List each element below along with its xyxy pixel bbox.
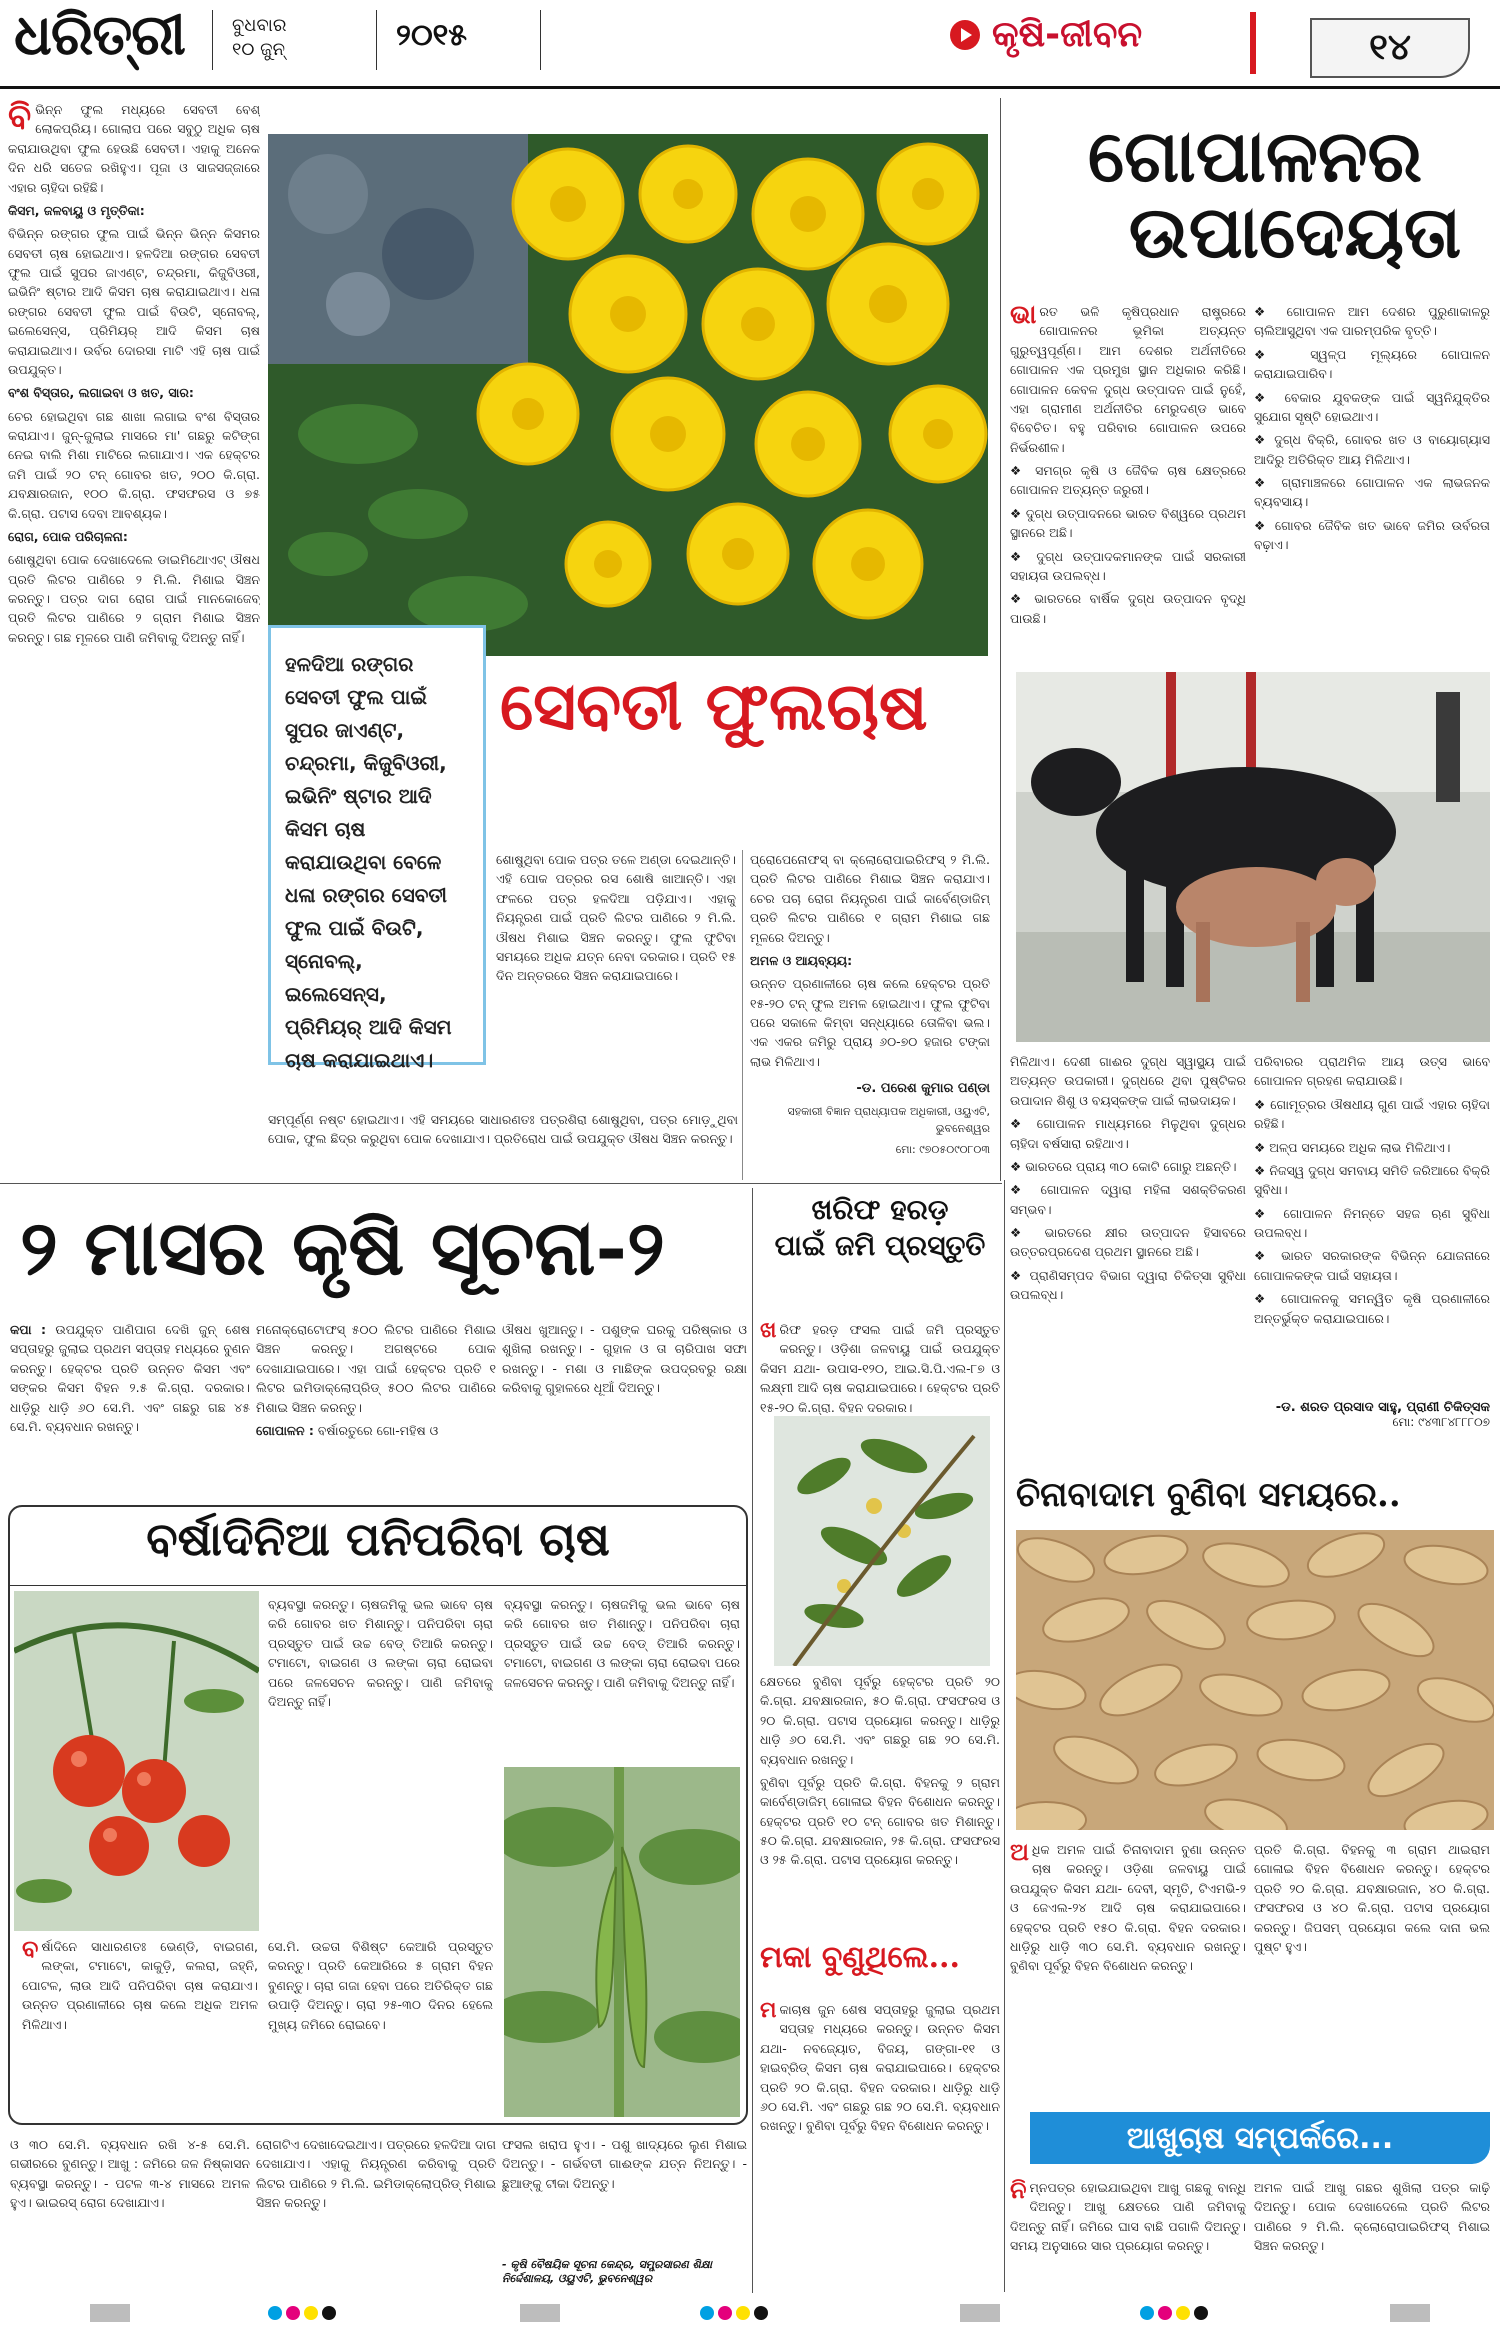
chrysanthemum-headline: ସେବତୀ ଫୁଲଚାଷ <box>500 667 928 745</box>
author-phone: ମୋ: ୯୭୦୫୦୯୦୮୦୩ <box>895 1143 990 1157</box>
subheading: କିସମ, ଜଳବାୟୁ ଓ ମୃତ୍ତିକା: <box>8 202 145 218</box>
column-divider <box>1004 1180 1005 2292</box>
bullet-item: ❖ ଗ୍ରାମାଞ୍ଚଳରେ ଗୋପାଳନ ଏକ ଲାଭଜନକ ବ୍ୟବସାୟ। <box>1254 475 1490 510</box>
groundnut-column-2 <box>1254 1840 1490 2095</box>
article-text: ପ୍ରୋପେନୋଫସ୍ ବା କ୍ଲୋରୋପାଇରିଫସ୍ ୨ ମି.ଲି. ପ୍ରତି ଲିଟର ପାଣିରେ ମିଶାଇ ସିଞ୍ଚନ କରାଯାଏ। ଚେର ପଚା ରୋଗ ନିୟନ୍ତ୍ରଣ ପାଇଁ କାର୍ବେଣ୍ଡାଜିମ୍ ପ୍ରତି ଲିଟର ପାଣିରେ ୧ ଗ୍ରାମ ମିଶାଇ ଗଛ ମୂଳରେ ଦିଅନ୍ତୁ। <box>750 852 990 945</box>
bullet-item: ❖ ଗୋପାଳନ ଦ୍ୱାରା ମହିଳା ସଶକ୍ତିକରଣ ସମ୍ଭବ। <box>1010 1182 1246 1217</box>
kharif-headline-line1: ଖରିଫ ହରଡ଼ <box>811 1193 949 1226</box>
kharif-headline-line2: ପାଇଁ ଜମି ପ୍ରସ୍ତୁତି <box>774 1229 986 1263</box>
bullet-item: ❖ ନିଜସ୍ୱ ଦୁଗ୍ଧ ସମବାୟ ସମିତି ଜରିଆରେ ବିକ୍ରି ସୁବିଧା। <box>1254 1162 1490 1198</box>
maize-column <box>760 2000 1000 2290</box>
bullet-item: ❖ ଭାରତରେ ପ୍ରାୟ ୩୦ କୋଟି ଗୋରୁ ଅଛନ୍ତି। <box>1010 1158 1237 1174</box>
section-divider <box>0 1183 1002 1184</box>
drop-cap: ମ <box>760 2000 777 2023</box>
article-text: ଔଷଧ ଖୁଆନ୍ତୁ। - ପଶୁଙ୍କ ଘରକୁ ପରିଷ୍କାର ଓ ଶୁଖିଲା ରଖନ୍ତୁ। - ଗୁହାଳ ଓ ତା ଚାରିପାଖ ସଫା ରଖନ୍ତୁ। - ମଶା ଓ ମାଛିଙ୍କ ଉପଦ୍ରବରୁ ରକ୍ଷା କରିବାକୁ ଗୁହାଳରେ ଧୂଆଁ ଦିଅନ୍ତୁ। <box>502 1322 747 1396</box>
article-text: ର୍ଷାଦିନେ ସାଧାରଣତଃ ଭେଣ୍ଡି, ବାଇଗଣ, ଲଙ୍କା, ଟମାଟୋ, କାକୁଡ଼ି, କଲରା, ଜହ୍ନି, ପୋଟଳ, ଲାଉ ଆଦି ପନିପରିବା ଚାଷ କରାଯାଏ। ଉନ୍ନତ ପ୍ରଣାଳୀରେ ଚାଷ କଲେ ଅଧିକ ଅମଳ ମିଳିଥାଏ। <box>22 1939 258 2032</box>
cattle-headline-line2: ଉପାଦେୟତା <box>1128 188 1462 274</box>
okra-photo <box>504 1767 740 2117</box>
magenta-dot <box>718 2306 732 2320</box>
article-text: ବ୍ୟବସ୍ଥା କରନ୍ତୁ। ଚାଷଜମିକୁ ଭଲ ଭାବେ ଚାଷ କରି ଗୋବର ଖତ ମିଶାନ୍ତୁ। ପନିପରିବା ଚାରା ପ୍ରସ୍ତୁତ ପାଇଁ ଉଚ୍ଚ ବେଡ୍ ତିଆରି କରନ୍ତୁ। ଟମାଟୋ, ବାଇଗଣ ଓ ଲଙ୍କା ଚାରା ରୋଇବା ପରେ ଜଳସେଚନ କରନ୍ତୁ। ପାଣି ଜମିବାକୁ ଦିଅନ୍ତୁ ନାହିଁ। <box>504 1597 740 1690</box>
headline-underline <box>10 1585 746 1586</box>
bullet-item: ❖ ଦୁଗ୍ଧ ଉତ୍ପାଦନରେ ଭାରତ ବିଶ୍ୱରେ ପ୍ରଥମ ସ୍ଥାନରେ ଅଛି। <box>1010 505 1246 541</box>
bottom-column-1: ଓ ୩୦ ସେ.ମି. ବ୍ୟବଧାନ ରଖି ୪-୫ ସେ.ମି. ଗଭୀରରେ ବୁଣନ୍ତୁ। ଆଖୁ : ଜମିରେ ଜଳ ନିଷ୍କାସନ ବ୍ୟବସ୍ଥା କରନ୍ତୁ। - ପଟଳ ୩-୪ ମାସରେ ଅମଳ ହୁଏ। ଭାଇରସ୍ ରୋଗ ଦେଖାଯାଏ। <box>10 2137 250 2211</box>
vegetables-column-4 <box>268 1937 493 2117</box>
cherry-tomato-image <box>14 1591 259 1931</box>
agri-info-column-1 <box>10 1320 250 1495</box>
cattle-column-1 <box>1010 302 1246 662</box>
maize-headline: ମକା ବୁଣୁଥିଲେ... <box>760 1940 960 1975</box>
kharif-column-1 <box>760 1320 1000 1415</box>
author-phone: ମୋ: ୯୪୩୮୪୮୮୮୦୭ <box>1392 1415 1490 1429</box>
issue-day-date: ୧୦ ଜୁନ୍ <box>232 39 285 61</box>
registration-mark <box>90 2304 130 2322</box>
article-text: ଶୋଷୁଥିବା ପୋକ ପତ୍ର ତଳେ ଅଣ୍ଡା ଦେଇଥାନ୍ତି। ଏହି ପୋକ ପତ୍ରର ରସ ଶୋଷି ଖାଆନ୍ତି। ଏହା ଫଳରେ ପତ୍ର ହଳଦିଆ ପଡ଼ିଯାଏ। ଏହାକୁ ନିୟନ୍ତ୍ରଣ ପାଇଁ ପ୍ରତି ଲିଟର ପାଣିରେ ୨ ମି.ଲି. ଔଷଧ ମିଶାଇ ସିଞ୍ଚନ କରନ୍ତୁ। ଫୁଲ ଫୁଟିବା ସମୟରେ ଅଧିକ ଯତ୍ନ ନେବା ଦରକାର। ପ୍ରତି ୧୫ ଦିନ ଅନ୍ତରରେ ସିଞ୍ଚନ କରାଯାଇପାରେ। <box>496 852 736 984</box>
section-name: କୃଷି-ଜୀବନ <box>992 14 1143 55</box>
article-text: ଅମଳ ପାଇଁ ଆଖୁ ଗଛର ଶୁଖିଲା ପତ୍ର କାଢ଼ି ଦିଅନ୍ତୁ। ପୋକ ଦେଖାଦେଲେ ପ୍ରତି ଲିଟର ପାଣିରେ ୨ ମି.ଲି. କ୍ଲୋରୋପାଇରିଫସ୍ ମିଶାଇ ସିଞ୍ଚନ କରନ୍ତୁ। <box>1254 2180 1490 2254</box>
accent-bar <box>1250 12 1256 74</box>
article-text: ସେ.ମି. ଉଚ୍ଚତା ବିଶିଷ୍ଟ କେଆରି ପ୍ରସ୍ତୁତ କରନ୍ତୁ। ପ୍ରତି କେଆରିରେ ୫ ଗ୍ରାମ ବିହନ ବୁଣନ୍ତୁ। ଚାରା ଗଜା ହେବା ପରେ ଅତିରିକ୍ତ ଗଛ ଉପାଡ଼ି ଦିଅନ୍ତୁ। ଚାରା ୨୫-୩୦ ଦିନର ହେଲେ ମୁଖ୍ୟ ଜମିରେ ରୋଇବେ। <box>268 1939 493 2032</box>
print-registration-strip <box>0 2300 1500 2327</box>
kharif-column-2 <box>760 1672 1000 1932</box>
subheading: ଅମଳ ଓ ଆୟବ୍ୟୟ: <box>750 952 853 968</box>
bullet-item: ❖ ଗୋପାଳନ ଆମ ଦେଶର ପୁରୁଣାକାଳରୁ ଚାଲିଆସୁଥିବା ଏକ ପାରମ୍ପରିକ ବୃତ୍ତି। <box>1254 304 1490 339</box>
cyan-dot <box>1140 2306 1154 2320</box>
vegetables-column-2 <box>504 1595 740 1760</box>
agri-info-headline: ୨ ମାସର କୃଷି ସୂଚନା-୨ <box>20 1203 665 1292</box>
article-text: ବର୍ଷାରତୁରେ ଗୋ-ମହିଷ ଓ <box>317 1422 439 1438</box>
okra-image <box>504 1767 740 2117</box>
bullet-item: ❖ ଗୋପାଳନ ନିମନ୍ତେ ସହଜ ଋଣ ସୁବିଧା ଉପଲବ୍ଧ। <box>1254 1205 1490 1240</box>
author-name: -ଡ. ପରେଶ କୁମାର ପଣ୍ଡା <box>856 1081 990 1097</box>
column-divider <box>752 1188 753 2293</box>
bullet-item: ❖ ଭାରତରେ କ୍ଷୀର ଉତ୍ପାଦନ ହିସାବରେ ଉତ୍ତରପ୍ରଦେଶ ପ୍ରଥମ ସ୍ଥାନରେ ଅଛି। <box>1010 1225 1246 1260</box>
vegetables-column-3 <box>22 1937 258 2117</box>
bullet-item: ❖ ଗୋପାଳନକୁ ସମନ୍ୱିତ କୃଷି ପ୍ରଣାଳୀରେ ଅନ୍ତର୍ଭୁକ୍ତ କରାଯାଇପାରେ। <box>1254 1291 1490 1326</box>
kharif-headline <box>760 1192 1000 1265</box>
magenta-dot <box>286 2306 300 2320</box>
drop-cap: ନି <box>1010 2178 1027 2204</box>
pull-quote-box <box>268 625 486 1072</box>
issue-day: ବୁଧବାର <box>232 15 287 36</box>
black-dot <box>754 2306 768 2320</box>
page-number: ୧୪ <box>1310 18 1470 78</box>
drop-cap: ବି <box>8 100 32 137</box>
magenta-dot <box>1158 2306 1172 2320</box>
bullet-item: ❖ ଦୁଗ୍ଧ ବିକ୍ରି, ଗୋବର ଖତ ଓ ବାୟୋଗ୍ୟାସ ଆଦିରୁ ଅତିରିକ୍ତ ଆୟ ମିଳିଥାଏ। <box>1254 432 1490 467</box>
article-text: ବିଭିନ୍ନ ରଙ୍ଗର ଫୁଲ ପାଇଁ ଭିନ୍ନ ଭିନ୍ନ କିସମର ସେବତୀ ଚାଷ ହୋଇଥାଏ। ହଳଦିଆ ରଙ୍ଗର ସେବତୀ ଫୁଲ ପାଇଁ ସୁପର ଜାଏଣ୍ଟ, ଚନ୍ଦ୍ରମା, କିଜୁବିଓରୀ, ଇଭିନିଂ ଷ୍ଟାର ଆଦି କିସମ ଚାଷ କରାଯାଇଥାଏ। ଧଳା ରଙ୍ଗର ସେବତୀ ଫୁଲ ପାଇଁ ବିଉଟି, ସ୍ନୋବଲ୍, ଇଲେସେନ୍ସ, ପ୍ରିମିୟର୍ ଆଦି କିସମ ଚାଷ କରାଯାଇଥାଏ। ଉର୍ବର ଦୋରସା ମାଟି ଏହି ଚାଷ ପାଇଁ ଉପଯୁକ୍ତ। <box>8 226 260 377</box>
bottom-column-2: ରୋଗଟିଏ ଦେଖାଦେଇଥାଏ। ପତ୍ରରେ ହଳଦିଆ ଦାଗ ଦେଖାଯାଏ। ଏହାକୁ ନିୟନ୍ତ୍ରଣ କରିବାକୁ ପ୍ରତି ଲିଟର ପାଣିରେ ୨ ମି.ଲି. ଇମିଡାକ୍ଲୋପ୍ରିଡ୍ ମିଶାଇ ସିଞ୍ଚନ କରନ୍ତୁ। <box>256 2137 496 2211</box>
article-text: ଚେର ହୋଇଥିବା ଗଛ ଶାଖା ଲଗାଇ ବଂଶ ବିସ୍ତାର କରାଯାଏ। ଜୁନ୍-ଜୁଲାଇ ମାସରେ ମା' ଗଛରୁ କଟିଙ୍ଗ ନେଇ ବାଲି ମିଶା ମାଟିରେ ଲଗାଯାଏ। ଏକ ହେକ୍ଟର ଜମି ପାଇଁ ୨୦ ଟନ୍ ଗୋବର ଖତ, ୨୦୦ କି.ଗ୍ରା. ଯବକ୍ଷାରଜାନ, ୧୦୦ କି.ଗ୍ରା. ଫସଫରସ ଓ ୭୫ କି.ଗ୍ରା. ପଟାସ ଦେବା ଆବଶ୍ୟକ। <box>8 408 260 521</box>
column-divider <box>1000 98 1001 1181</box>
cattle-headline <box>1020 113 1490 274</box>
agri-info-column-3 <box>502 1320 747 1495</box>
cattle-byline <box>1200 1400 1490 1430</box>
peanuts-image <box>1016 1530 1494 1830</box>
article-text: ଭିନ୍ନ ଫୁଲ ମଧ୍ୟରେ ସେବତୀ ବେଶ୍ ଲୋକପ୍ରିୟ। ଗୋଲାପ ପରେ ସବୁଠୁ ଅଧିକ ଚାଷ କରାଯାଉଥିବା ଫୁଲ ହେଉଛି ସେବତୀ। ଏହାକୁ ଅନେକ ଦିନ ଧରି ସତେଜ ରଖିହୁଏ। ପୂଜା ଓ ସାଜସଜ୍ଜାରେ ଏହାର ଚାହିଦା ରହିଛି। <box>8 102 260 195</box>
crop-label: ଗୋପାଳନ : <box>256 1422 314 1438</box>
masthead <box>0 0 1500 88</box>
bullet-item: ❖ ଗୋମୂତ୍ରର ଔଷଧୀୟ ଗୁଣ ପାଇଁ ଏହାର ଚାହିଦା ରହିଛି। <box>1254 1096 1490 1132</box>
yellow-dot <box>304 2306 318 2320</box>
registration-mark <box>1390 2304 1430 2322</box>
subheading: ରୋଗ, ପୋକ ପରିଚାଳନା: <box>8 528 128 544</box>
article-text: ମିଳିଥାଏ। ଦେଶୀ ଗାଈର ଦୁଗ୍ଧ ସ୍ୱାସ୍ଥ୍ୟ ପାଇଁ ଅତ୍ୟନ୍ତ ଉପକାରୀ। ଦୁଗ୍ଧରେ ଥିବା ପୁଷ୍ଟିକର ଉପାଦାନ ଶିଶୁ ଓ ବୟସ୍କଙ୍କ ପାଇଁ ଲାଭଦାୟକ। <box>1010 1054 1246 1108</box>
cattle-column-4 <box>1254 1052 1490 1382</box>
chrysanthemum-column-3 <box>750 850 990 1180</box>
article-text: ରିଫ ହରଡ଼ ଫସଲ ପାଇଁ ଜମି ପ୍ରସ୍ତୁତ କରନ୍ତୁ। ଓଡ଼ିଶା ଜଳବାୟୁ ପାଇଁ ଉପଯୁକ୍ତ କିସମ ଯଥା- ଉପାସ-୧୨୦, ଆଇ.ସି.ପି.ଏଲ-୮୭ ଓ ଲକ୍ଷ୍ମୀ ଆଦି ଚାଷ କରାଯାଇପାରେ। ହେକ୍ଟର ପ୍ରତି ୧୫-୨୦ କି.ଗ୍ରା. ବିହନ ଦରକାର। <box>760 1322 1000 1415</box>
issue-date <box>232 14 287 63</box>
bottom-column-3: ଫସଲ ଖରାପ ହୁଏ। - ପଶୁ ଖାଦ୍ୟରେ ଲୁଣ ମିଶାଇ ଦିଅନ୍ତୁ। - ଗର୍ଭବତୀ ଗାଈଙ୍କ ଯତ୍ନ ନିଅନ୍ତୁ। - ଛୁଆଙ୍କୁ ଟୀକା ଦିଅନ୍ତୁ। <box>502 2137 747 2191</box>
sugarcane-column-1 <box>1010 2178 1246 2293</box>
groundnut-column-1 <box>1010 1840 1246 2095</box>
section-title <box>950 14 1142 56</box>
bullet-item: ❖ ସ୍ୱଳ୍ପ ମୂଲ୍ୟରେ ଗୋପାଳନ କରାଯାଇପାରିବ। <box>1254 346 1490 382</box>
yellow-dot <box>736 2306 750 2320</box>
chrysanthemum-column-1 <box>8 100 260 1180</box>
cow-photo <box>1016 672 1490 1042</box>
vegetables-column-1 <box>268 1595 493 1935</box>
pull-quote-text: ହଳଦିଆ ରଙ୍ଗର ସେବତୀ ଫୁଲ ପାଇଁ ସୁପର ଜାଏଣ୍ଟ, ଚନ୍ଦ୍ରମା, କିଜୁବିଓରୀ, ଇଭିନିଂ ଷ୍ଟାର ଆଦି କିସମ ଚାଷ କରାଯାଉଥିବା ବେଳେ ଧଳା ରଙ୍ଗର ସେବତୀ ଫୁଲ ପାଇଁ ବିଉଟି, ସ୍ନୋବଲ୍, ଇଲେସେନ୍ସ, ପ୍ରିମିୟର୍ ଆଦି କିସମ ଚାଷ କରାଯାଇଥାଏ। <box>285 652 452 1072</box>
divider <box>212 10 213 70</box>
article-text: ଧିକ ଅମଳ ପାଇଁ ଚିନାବାଦାମ ବୁଣା ଉନ୍ନତ ଚାଷ କରନ୍ତୁ। ଓଡ଼ିଶା ଜଳବାୟୁ ପାଇଁ ଉପଯୁକ୍ତ କିସମ ଯଥା- ଦେବୀ, ସ୍ମୃତି, ଟିଏମଭି-୨ ଓ ଜେଏଲ-୨୪ ଆଦି ଚାଷ କରାଯାଇପାରେ। ହେକ୍ଟର ପ୍ରତି ୧୫୦ କି.ଗ୍ରା. ବିହନ ଦରକାର। ଧାଡ଼ିରୁ ଧାଡ଼ି ୩୦ ସେ.ମି. ବ୍ୟବଧାନ ରଖନ୍ତୁ। ବୁଣିବା ପୂର୍ବରୁ ବିହନ ବିଶୋଧନ କରନ୍ତୁ। <box>1010 1842 1246 1974</box>
sugarcane-banner: ଆଖୁଚାଷ ସମ୍ପର୍କରେ... <box>1030 2112 1490 2164</box>
tomato-photo <box>14 1591 259 1931</box>
author-name: -ଡ. ଶରତ ପ୍ରସାଦ ସାହୁ, ପ୍ରାଣୀ ଚିକିତ୍ସକ <box>1275 1400 1490 1415</box>
chrysanthemum-photo <box>268 134 988 656</box>
article-text: ଉନ୍ନତ ପ୍ରଣାଳୀରେ ଚାଷ କଲେ ହେକ୍ଟର ପ୍ରତି ୧୫-୨୦ ଟନ୍ ଫୁଲ ଅମଳ ହୋଇଥାଏ। ଫୁଲ ଫୁଟିବା ପରେ ସକାଳେ କିମ୍ବା ସନ୍ଧ୍ୟାରେ ତୋଳିବା ଭଲ। ଏକ ଏକର ଜମିରୁ ପ୍ରାୟ ୬୦-୭୦ ହଜାର ଟଙ୍କା ଲାଭ ମିଳିଥାଏ। <box>750 976 990 1069</box>
bullet-item: ❖ ବେକାର ଯୁବକଙ୍କ ପାଇଁ ସ୍ୱନିଯୁକ୍ତିର ସୁଯୋଗ ସୃଷ୍ଟି ହୋଇଥାଏ। <box>1254 389 1490 424</box>
cyan-dot <box>700 2306 714 2320</box>
groundnut-headline: ଚିନାବାଦାମ ବୁଣିବା ସମୟରେ.. <box>1016 1475 1401 1515</box>
crop-label: କପା : <box>10 1322 47 1337</box>
cattle-column-2 <box>1254 302 1490 662</box>
black-dot <box>1194 2306 1208 2320</box>
article-text: ବ୍ୟବସ୍ଥା କରନ୍ତୁ। ଚାଷଜମିକୁ ଭଲ ଭାବେ ଚାଷ କରି ଗୋବର ଖତ ମିଶାନ୍ତୁ। ପନିପରିବା ଚାରା ପ୍ରସ୍ତୁତ ପାଇଁ ଉଚ୍ଚ ବେଡ୍ ତିଆରି କରନ୍ତୁ। ଟମାଟୋ, ବାଇଗଣ ଓ ଲଙ୍କା ଚାରା ରୋଇବା ପରେ ଜଳସେଚନ କରନ୍ତୁ। ପାଣି ଜମିବାକୁ ଦିଅନ୍ତୁ ନାହିଁ। <box>268 1597 493 1709</box>
cyan-dot <box>268 2306 282 2320</box>
yellow-flowers-image <box>268 134 988 656</box>
subheading: ବଂଶ ବିସ୍ତାର, ଲଗାଇବା ଓ ଖତ, ସାର: <box>8 385 194 401</box>
article-text: ବୁଣିବା ପୂର୍ବରୁ ପ୍ରତି କି.ଗ୍ରା. ବିହନକୁ ୨ ଗ୍ରାମ କାର୍ବେଣ୍ଡାଜିମ୍ ଗୋଳାଇ ବିହନ ବିଶୋଧନ କରନ୍ତୁ। ହେକ୍ଟର ପ୍ରତି ୧୦ ଟନ୍ ଗୋବର ଖତ ମିଶାନ୍ତୁ। ୫୦ କି.ଗ୍ରା. ଯବକ୍ଷାରଜାନ, ୨୫ କି.ଗ୍ରା. ଫସଫରସ ଓ ୨୫ କି.ଗ୍ରା. ପଟାସ ପ୍ରୟୋଗ କରନ୍ତୁ। <box>760 1774 1000 1868</box>
author-title: ସହକାରୀ ବିଜ୍ଞାନ ପ୍ରାଧ୍ୟାପକ ଅଧିକାରୀ, ଓୟୁଏଟି, ଭୁବନେଶ୍ୱର <box>787 1105 990 1136</box>
vegetables-feature-box <box>8 1505 748 2125</box>
article-text: ଉପଯୁକ୍ତ ପାଣିପାଗ ଦେଖି ଜୁନ୍ ଶେଷ ସପ୍ତାହରୁ ଜୁଲାଇ ପ୍ରଥମ ସପ୍ତାହ ମଧ୍ୟରେ ବୁଣନ କରନ୍ତୁ। ହେକ୍ଟର ପ୍ରତି ଉନ୍ନତ କିସମ ଏବଂ ସଙ୍କର କିସମ ବିହନ ୨.୫ କି.ଗ୍ରା. ଦରକାର। ଧାଡ଼ିରୁ ଧାଡ଼ି ୬୦ ସେ.ମି. ଏବଂ ଗଛରୁ ଗଛ ୪୫ ସେ.ମି. ବ୍ୟବଧାନ ରଖନ୍ତୁ। <box>10 1322 250 1434</box>
article-text: ପରିବାରର ପ୍ରାଥମିକ ଆୟ ଉତ୍ସ ଭାବେ ଗୋପାଳନ ଗ୍ରହଣ କରାଯାଉଛି। <box>1254 1054 1490 1089</box>
drop-cap: ବ <box>22 1937 39 1963</box>
article-text: ରତ ଭଳି କୃଷିପ୍ରଧାନ ରାଷ୍ଟ୍ରରେ ଗୋପାଳନର ଭୂମିକା ଅତ୍ୟନ୍ତ ଗୁରୁତ୍ୱପୂର୍ଣ୍ଣ। ଆମ ଦେଶର ଅର୍ଥନୀତିରେ ଗୋପାଳନ ଏକ ପ୍ରମୁଖ ସ୍ଥାନ ଅଧିକାର କରିଛି। ଗୋପାଳନ କେବଳ ଦୁଗ୍ଧ ଉତ୍ପାଦନ ପାଇଁ ନୁହେଁ, ଏହା ଗ୍ରାମୀଣ ଅର୍ଥନୀତିର ମେରୁଦଣ୍ଡ ଭାବେ ବିବେଚିତ। ବହୁ ପରିବାର ଗୋପାଳନ ଉପରେ ନିର୍ଭରଶୀଳ। <box>1010 304 1246 455</box>
newspaper-title: ଧରିତ୍ରୀ <box>14 2 185 68</box>
bullet-item: ❖ ଗୋପାଳନ ମାଧ୍ୟମରେ ମିଳୁଥିବା ଦୁଗ୍ଧର ଚାହିଦା ବର୍ଷସାରା ରହିଥାଏ। <box>1010 1116 1246 1151</box>
article-text: ମ୍ନପତ୍ର ହୋଇଯାଇଥିବା ଆଖୁ ଗଛକୁ ବାନ୍ଧି ଦିଅନ୍ତୁ। ଆଖୁ କ୍ଷେତରେ ପାଣି ଜମିବାକୁ ଦିଅନ୍ତୁ ନାହିଁ। ଜମିରେ ଘାସ ବାଛି ପଗାଳି ଦିଅନ୍ତୁ। ସମୟ ଅନୁସାରେ ସାର ପ୍ରୟୋଗ କରନ୍ତୁ। <box>1010 2180 1246 2254</box>
yellow-dot <box>1176 2306 1190 2320</box>
divider <box>376 10 377 70</box>
drop-cap: ଅ <box>1010 1840 1029 1866</box>
article-text: କାଚାଷ ଜୁନ ଶେଷ ସପ୍ତାହରୁ ଜୁଲାଇ ପ୍ରଥମ ସପ୍ତାହ ମଧ୍ୟରେ କରନ୍ତୁ। ଉନ୍ନତ କିସମ ଯଥା- ନବଜ୍ୟୋତ, ବିଜୟ, ଗଙ୍ଗା-୧୧ ଓ ହାଇବ୍ରିଡ୍ କିସମ ଚାଷ କରାଯାଇପାରେ। ହେକ୍ଟର ପ୍ରତି ୨୦ କି.ଗ୍ରା. ବିହନ ଦରକାର। ଧାଡ଼ିରୁ ଧାଡ଼ି ୬୦ ସେ.ମି. ଏବଂ ଗଛରୁ ଗଛ ୨୦ ସେ.ମି. ବ୍ୟବଧାନ ରଖନ୍ତୁ। ବୁଣିବା ପୂର୍ବରୁ ବିହନ ବିଶୋଧନ କରନ୍ତୁ। <box>760 2002 1000 2134</box>
play-icon <box>950 20 980 50</box>
registration-mark <box>960 2304 1000 2322</box>
article-text: ମନୋକ୍ରୋଟୋଫସ୍ ୫୦୦ ଲିଟର ପାଣିରେ ମିଶାଇ ସିଞ୍ଚନ କରନ୍ତୁ। ଅଗଷ୍ଟରେ ପୋକ ଦେଖାଯାଇପାରେ। ଏହା ପାଇଁ ହେକ୍ଟର ପ୍ରତି ୧ ଲିଟର ଇମିଡାକ୍ଲୋପ୍ରିଡ୍ ୫୦୦ ଲିଟର ପାଣିରେ ମିଶାଇ ସିଞ୍ଚନ କରନ୍ତୁ। <box>256 1322 496 1415</box>
masthead-rule <box>0 86 1500 89</box>
pigeon-pea-photo <box>774 1416 990 1666</box>
bullet-item: ❖ ଦୁଗ୍ଧ ଉତ୍ପାଦକମାନଙ୍କ ପାଇଁ ସରକାରୀ ସହାୟତା ଉପଲବ୍ଧ। <box>1010 548 1246 583</box>
groundnut-photo <box>1016 1530 1494 1830</box>
agri-info-column-2 <box>256 1320 496 1495</box>
black-dot <box>322 2306 336 2320</box>
chrysanthemum-footer-text: ସମ୍ପୂର୍ଣ୍ଣ ନଷ୍ଟ ହୋଇଥାଏ। ଏହି ସମୟରେ ସାଧାରଣତଃ ପତ୍ରଶିରା ଶୋଷୁଥିବା, ପତ୍ର ମୋଡ଼ୁଥିବା ପୋକ, ଫୁଲ ଛିଦ୍ର କରୁଥିବା ପୋକ ଦେଖାଯାଏ। ପ୍ରତିରୋଧ ପାଇଁ ଉପଯୁକ୍ତ ଔଷଧ ସିଞ୍ଚନ କରନ୍ତୁ। <box>268 1112 738 1147</box>
cattle-headline-line1: ଗୋପାଳନର <box>1087 113 1423 198</box>
bullet-item: ❖ ପ୍ରାଣିସମ୍ପଦ ବିଭାଗ ଦ୍ୱାରା ଚିକିତ୍ସା ସୁବିଧା ଉପଲବ୍ଧ। <box>1010 1267 1246 1303</box>
drop-cap: ଖ <box>760 1320 777 1343</box>
registration-mark <box>520 2304 560 2322</box>
article-text: କ୍ଷେତରେ ବୁଣିବା ପୂର୍ବରୁ ହେକ୍ଟର ପ୍ରତି ୨୦ କି.ଗ୍ରା. ଯବକ୍ଷାରଜାନ, ୫୦ କି.ଗ୍ରା. ଫସଫରସ ଓ ୨୦ କି.ଗ୍ରା. ପଟାସ ପ୍ରୟୋଗ କରନ୍ତୁ। ଧାଡ଼ିରୁ ଧାଡ଼ି ୬୦ ସେ.ମି. ଏବଂ ଗଛରୁ ଗଛ ୨୦ ସେ.ମି. ବ୍ୟବଧାନ ରଖନ୍ତୁ। <box>760 1674 1000 1767</box>
column-divider <box>742 850 743 1180</box>
plant-image <box>774 1416 990 1666</box>
article-text: ପ୍ରତି କି.ଗ୍ରା. ବିହନକୁ ୩ ଗ୍ରାମ ଥାଇରାମ ଗୋଳାଇ ବିହନ ବିଶୋଧନ କରନ୍ତୁ। ହେକ୍ଟର ପ୍ରତି ୨୦ କି.ଗ୍ରା. ଯବକ୍ଷାରଜାନ, ୪୦ କି.ଗ୍ରା. ଫସଫରସ ଓ ୪୦ କି.ଗ୍ରା. ପଟାସ ପ୍ରୟୋଗ କରନ୍ତୁ। ଜିପସମ୍ ପ୍ରୟୋଗ କଲେ ଦାନା ଭଲ ପୁଷ୍ଟ ହୁଏ। <box>1254 1842 1490 1954</box>
bullet-item: ❖ ଭାରତରେ ବାର୍ଷିକ ଦୁଗ୍ଧ ଉତ୍ପାଦନ ବୃଦ୍ଧି ପାଉଛି। <box>1010 591 1246 626</box>
bullet-item: ❖ ଗୋବର ଜୈବିକ ଖତ ଭାବେ ଜମିର ଉର୍ବରତା ବଢ଼ାଏ। <box>1254 517 1490 553</box>
issue-year: ୨୦୧୫ <box>396 18 468 53</box>
bullet-item: ❖ ଅଳ୍ପ ସମୟରେ ଅଧିକ ଲାଭ ମିଳିଥାଏ। <box>1254 1139 1451 1155</box>
article-text: ଶୋଷୁଥିବା ପୋକ ଦେଖାଦେଲେ ଡାଇମିଥୋଏଟ୍ ଔଷଧ ପ୍ରତି ଲିଟର ପାଣିରେ ୨ ମି.ଲି. ମିଶାଇ ସିଞ୍ଚନ କରନ୍ତୁ। ପତ୍ର ଦାଗ ରୋଗ ପାଇଁ ମାନକୋଜେବ୍ ପ୍ରତି ଲିଟର ପାଣିରେ ୨ ଗ୍ରାମ ମିଶାଇ ସିଞ୍ଚନ କରନ୍ତୁ। ଗଛ ମୂଳରେ ପାଣି ଜମିବାକୁ ଦିଅନ୍ତୁ ନାହିଁ। <box>8 552 260 645</box>
cow-and-calf-image <box>1016 672 1490 1042</box>
cattle-column-3 <box>1010 1052 1246 1382</box>
divider <box>540 10 541 70</box>
sugarcane-column-2 <box>1254 2178 1490 2293</box>
bullet-item: ❖ ଭାରତ ସରକାରଙ୍କ ବିଭିନ୍ନ ଯୋଜନାରେ ଗୋପାଳକଙ୍କ ପାଇଁ ସହାୟତା। <box>1254 1248 1490 1283</box>
vegetables-headline: ବର୍ଷାଦିନିଆ ପନିପରିବା ଚାଷ <box>146 1512 610 1566</box>
bottom-byline: - କୃଷି ବୈଷୟିକ ସୂଚନା କେନ୍ଦ୍ର, ସମ୍ପ୍ରସାରଣ ଶିକ୍ଷା ନିର୍ଦ୍ଦେଶାଳୟ, ଓୟୁଏଟି, ଭୁବନେଶ୍ୱର <box>502 2258 713 2285</box>
bullet-item: ❖ ସମଗ୍ର କୃଷି ଓ ଜୈବିକ ଚାଷ କ୍ଷେତ୍ରରେ ଗୋପାଳନ ଅତ୍ୟନ୍ତ ଜରୁରୀ। <box>1010 463 1246 498</box>
drop-cap: ଭା <box>1010 302 1037 330</box>
